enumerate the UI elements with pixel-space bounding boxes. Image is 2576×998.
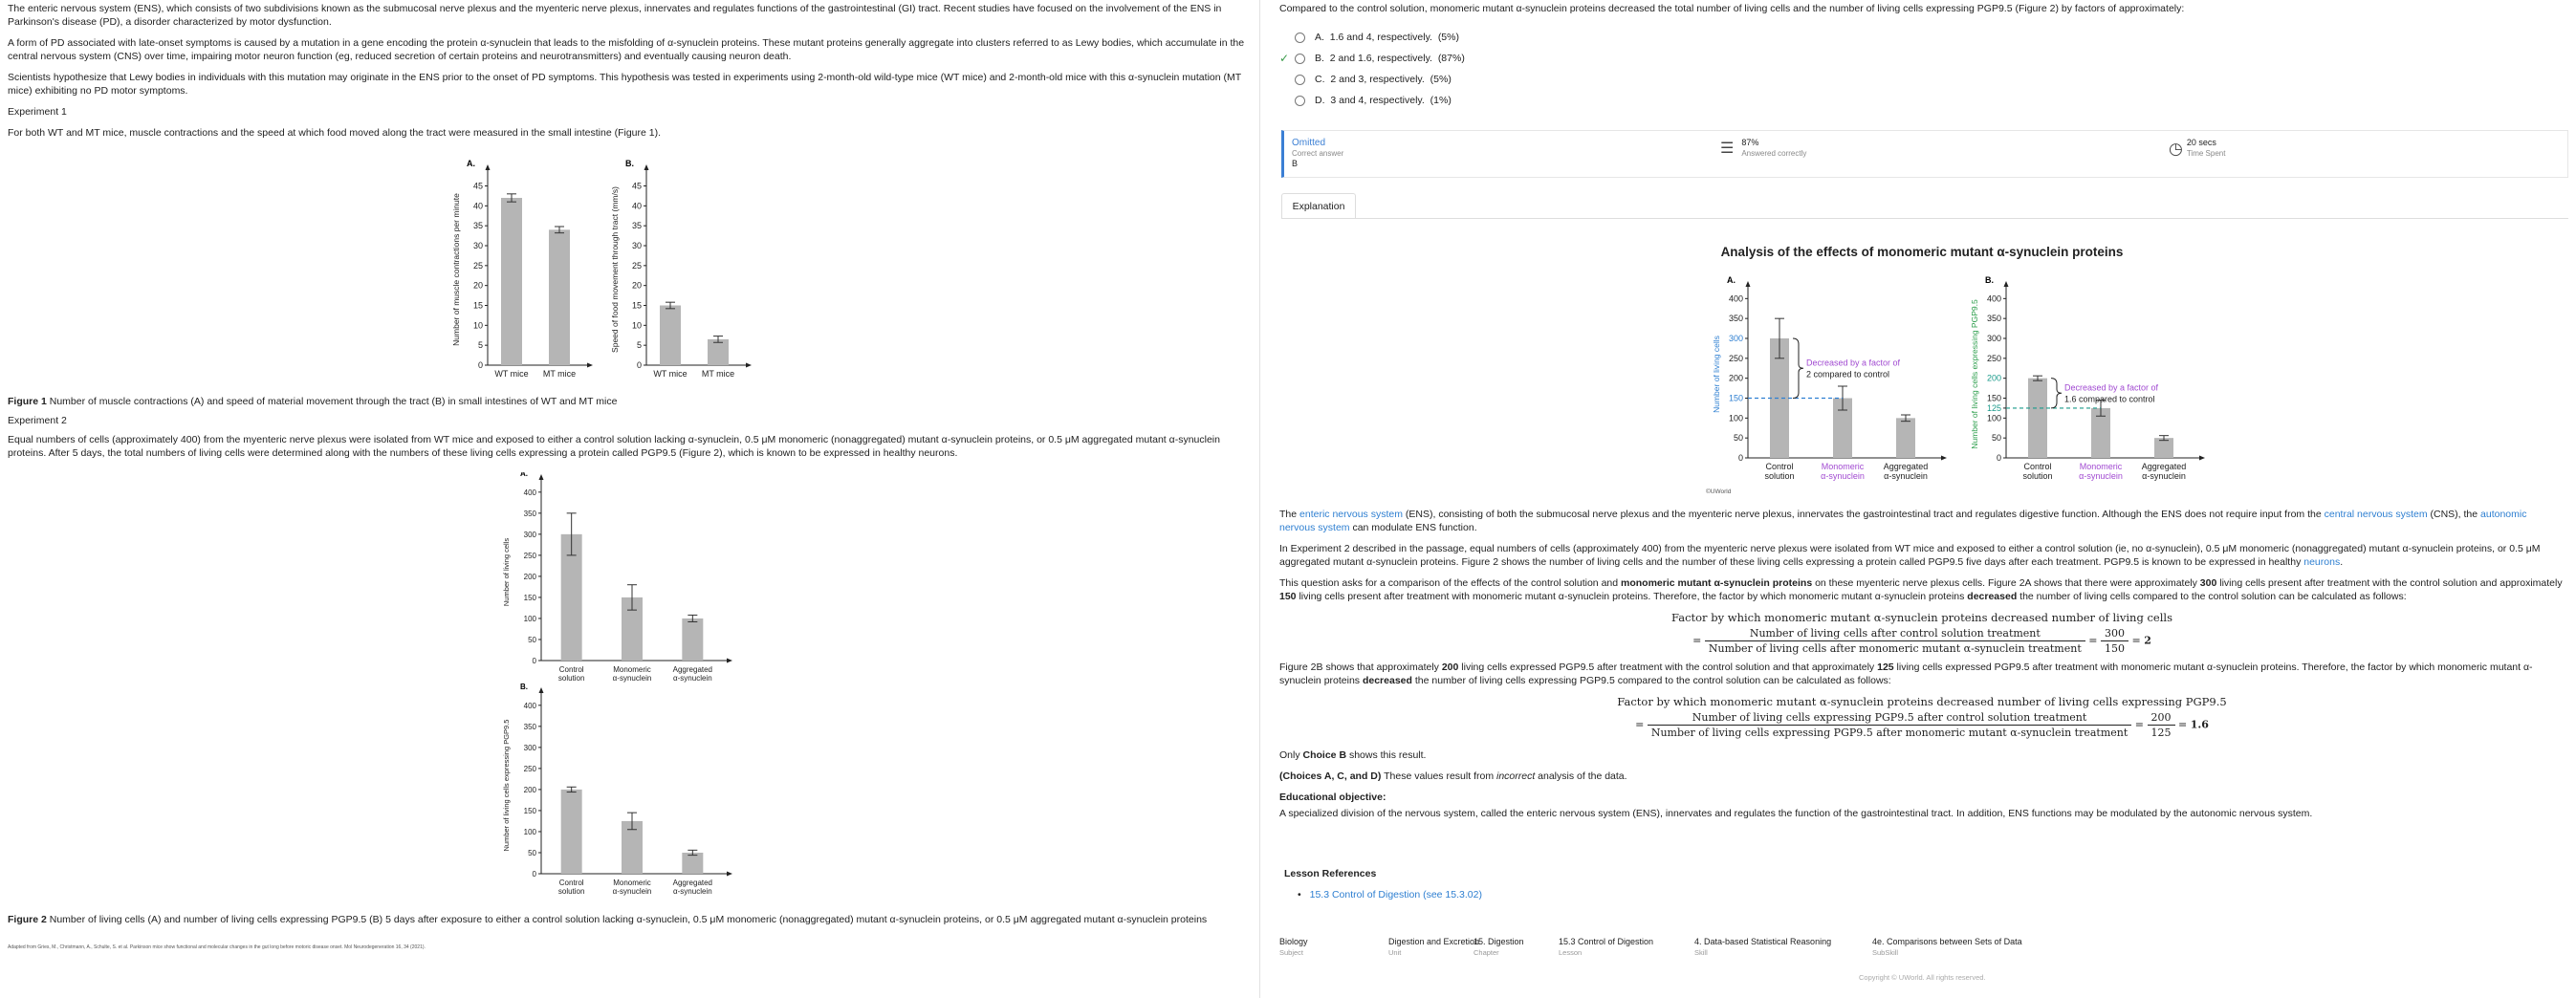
x-tick-label: Aggregated — [672, 879, 713, 887]
x-tick-label: α-synuclein — [673, 674, 712, 683]
meta-chapter: 15. Digestion Chapter — [1474, 937, 1524, 957]
y-tick-label: 300 — [1728, 334, 1743, 343]
y-tick-label: 150 — [523, 593, 536, 602]
result-status: Omitted Correct answer B — [1292, 138, 1344, 168]
link-autonomic-nervous-system[interactable]: autonomic nervous system — [1279, 509, 2527, 533]
lesson-heading: Lesson References — [1284, 868, 1377, 879]
y-tick-label: 45 — [472, 181, 483, 191]
y-tick-label: 25 — [631, 260, 642, 271]
explanation-paragraph: The enteric nervous system (ENS), consisting of both the submucosal nerve plexus and the myenteric nerve plexus, innervates the gastrointestinal tract and regulates digestive function. Although the ENS does not require input from the central nervous system (CNS), the autonomic nervous system can modulate ENS function. — [1279, 509, 2527, 533]
annotation-line1: Decreased by a factor of — [1806, 358, 1901, 368]
passage-paragraph: Equal numbers of cells (approximately 400) from the myenteric nerve plexus were isolated from WT mice and exposed to either a control solution lacking α-synuclein, 0.5 μM monomeric (nonaggregated) mutant α-synuclein proteins, or 0.5 μM aggregated mutant α-synuclein proteins. After 5 days, the total numbers of living cells were determined along with the numbers of these living cells expressing a protein called PGP9.5 (Figure 2), which is known to be expressed in healthy neurons. — [8, 434, 1220, 459]
y-tick-label: 50 — [528, 848, 536, 857]
y-tick-label: 0 — [477, 360, 483, 370]
y-tick-label: 300 — [523, 530, 536, 539]
formula-pgp95-cells: Factor by which monomeric mutant α-synuclein proteins decreased number of living cells expressing PGP9.5 = Number of living cells expressing PGP9.5 after control solution treatment Number of living cells expressing PGP9.5 after monomeric mutant α-synuclein treatment = $\frac{200}{125}$ = 1.6 — [1617, 695, 2227, 739]
objective-text: A specialized division of the nervous system, called the enteric nervous system (ENS), innervates and regulates the function of the gastrointestinal tract. In addition, ENS functions may be modulated by the autonomic nervous system. — [1279, 808, 2313, 819]
x-tick-label: MT mice — [542, 369, 577, 379]
bar — [501, 198, 522, 365]
y-axis-label: Number of living cells — [502, 537, 511, 607]
y-tick-label: 0 — [532, 657, 536, 665]
formula-living-cells: Factor by which monomeric mutant α-synuclein proteins decreased number of living cells = Number of living cells after control solution treatment Number of living cells after monomeric mutant α-synuclein treatment = $\frac{300}{150}$ = 2 — [1671, 611, 2172, 655]
y-tick-label: 250 — [1986, 353, 2001, 363]
y-tick-label: 125 — [1986, 402, 2001, 413]
explanation-chart — [1700, 264, 2236, 503]
explanation-body — [1279, 508, 2565, 828]
x-tick-label: WT mice — [494, 369, 529, 379]
answer-options — [1279, 27, 2557, 111]
x-tick-label: Control — [2023, 462, 2052, 471]
y-tick-label: 350 — [1728, 314, 1743, 324]
bar — [561, 790, 582, 874]
link-neurons[interactable]: neurons — [2303, 556, 2341, 568]
panel-label: B. — [520, 683, 528, 691]
y-tick-label: 50 — [528, 635, 536, 644]
link-central-nervous-system[interactable]: central nervous system — [2324, 509, 2428, 520]
stats-icon: ☰ — [1720, 140, 1735, 157]
x-tick-label: α-synuclein — [673, 887, 712, 896]
bar — [682, 853, 703, 874]
passage-paragraph: A form of PD associated with late-onset symptoms is caused by a mutation in a gene encoding the protein α-synuclein that leads to the misfolding of α-synuclein proteins. These mutant proteins generally aggregate into clusters referred to as Lewy bodies, which accumulate in the central nervous system (CNS) over time, impairing motor neuron function (eg, reduced secretion of certain proteins and neurotransmitters) and eventually causing neuron death. — [8, 37, 1245, 62]
y-tick-label: 400 — [1986, 293, 2001, 304]
lesson-link[interactable]: 15.3 Control of Digestion (see 15.3.02) — [1309, 889, 1482, 900]
y-tick-label: 35 — [631, 221, 642, 231]
y-axis-arrow — [644, 164, 649, 170]
result-bar — [1281, 130, 2568, 178]
x-tick-label: solution — [557, 887, 585, 896]
bar — [2154, 438, 2173, 458]
y-tick-label: 0 — [1737, 453, 1743, 463]
y-tick-label: 400 — [1728, 293, 1743, 304]
y-tick-label: 100 — [523, 827, 536, 836]
answer-option-b[interactable]: ✓ B. 2 and 1.6, respectively. (87%) — [1279, 52, 1465, 65]
tab-divider — [1281, 218, 2568, 219]
y-axis-arrow — [486, 164, 491, 170]
y-tick-label: 350 — [523, 722, 536, 731]
y-tick-label: 100 — [1986, 413, 2001, 423]
meta-subskill: 4e. Comparisons between Sets of Data SubSkill — [1872, 937, 2022, 957]
y-tick-label: 0 — [532, 870, 536, 879]
explanation-paragraph: Figure 2B shows that approximately 200 living cells expressed PGP9.5 after treatment with the control solution and that approximately 125 living cells expressed PGP9.5 after treatment with monomeric mutant α-synuclein proteins. Therefore, the factor by which monomeric mutant α-synuclein proteins decreased the number of living cells expressing PGP9.5 compared to the control solution can be calculated as follows: — [1279, 662, 2533, 686]
y-axis-label: Number of living cells expressing PGP9.5 — [1970, 299, 1979, 449]
y-tick-label: 5 — [636, 340, 642, 351]
y-tick-label: 30 — [472, 241, 483, 250]
meta-unit: Digestion and Excretion Unit — [1388, 937, 1480, 957]
bar — [708, 339, 729, 365]
y-axis-arrow — [539, 687, 544, 693]
x-tick-label: α-synuclein — [612, 887, 652, 896]
figure-2-chart — [0, 472, 1243, 912]
y-axis-arrow — [1746, 281, 1751, 287]
x-axis-arrow — [727, 659, 732, 663]
y-tick-label: 250 — [1728, 353, 1743, 363]
y-tick-label: 350 — [523, 509, 536, 518]
y-tick-label: 300 — [1986, 334, 2001, 343]
bar — [1896, 418, 1915, 458]
bar — [2028, 379, 2047, 458]
explanation-paragraph: In Experiment 2 described in the passage, equal numbers of cells (approximately 400) from the myenteric nerve plexus were isolated from WT mice and exposed to either a control solution (ie, no α-synuclein), 0.5 μM monomeric (nonaggregated) mutant α-synuclein proteins, or 0.5 μM aggregated mutant α-synuclein proteins. Figure 2 shows the number of living cells and the number of these living cells expressing a protein called PGP9.5 five days after each treatment. PGP9.5 is known to be expressed in healthy neurons. — [1279, 543, 2541, 568]
uworld-watermark: ©UWorld — [1706, 488, 1732, 495]
y-tick-label: 40 — [631, 201, 642, 211]
figure-2-caption: Figure 2 Number of living cells (A) and number of living cells expressing PGP9.5 (B) 5 days after exposure to either a control solution lacking α-synuclein, 0.5 μM monomeric (nonaggregated) mutant α-synuclein proteins, or 0.5 μM aggregated mutant α-synuclein proteins — [8, 914, 1208, 925]
experiment-heading: Experiment 2 — [8, 415, 67, 426]
y-tick-label: 150 — [1986, 393, 2001, 403]
y-tick-label: 25 — [472, 260, 483, 271]
x-tick-label: Control — [558, 879, 584, 887]
x-tick-label: Aggregated — [672, 665, 713, 674]
annotation-line2: 2 compared to control — [1806, 369, 1890, 380]
experiment-heading: Experiment 1 — [8, 106, 67, 118]
x-tick-label: Monomeric — [613, 665, 651, 674]
y-tick-label: 20 — [631, 280, 642, 291]
y-tick-label: 200 — [523, 785, 536, 794]
panel-label: A. — [467, 159, 475, 168]
explanation-paragraph: Only Choice B shows this result. — [1279, 749, 1427, 761]
x-axis-arrow — [727, 872, 732, 877]
y-tick-label: 400 — [523, 701, 536, 710]
y-tick-label: 0 — [1996, 453, 2001, 463]
x-tick-label: solution — [557, 674, 585, 683]
bar — [549, 229, 570, 365]
y-tick-label: 15 — [472, 300, 483, 311]
y-tick-label: 40 — [472, 201, 483, 211]
x-axis-arrow — [587, 363, 593, 368]
y-tick-label: 300 — [523, 743, 536, 752]
meta-subject: Biology Subject — [1279, 937, 1308, 957]
x-tick-label: Control — [558, 665, 584, 674]
panel-label: A. — [520, 472, 528, 478]
x-tick-label: solution — [1764, 471, 1795, 481]
copyright: Copyright © UWorld. All rights reserved. — [1859, 973, 1986, 982]
figure-1-caption: Figure 1 Number of muscle contractions (A) and speed of material movement through the tract (B) in small intestines of WT and MT mice — [8, 396, 618, 407]
x-axis-arrow — [746, 363, 752, 368]
y-tick-label: 50 — [1991, 433, 2001, 444]
tab-explanation[interactable]: Explanation — [1281, 193, 1356, 218]
y-tick-label: 30 — [631, 241, 642, 250]
figure-1-chart — [0, 150, 1243, 394]
y-axis-label: Number of living cells — [1712, 336, 1721, 413]
y-tick-label: 200 — [1728, 373, 1743, 383]
y-tick-label: 0 — [636, 360, 642, 370]
meta-lesson: 15.3 Control of Digestion Lesson — [1559, 937, 1654, 957]
passage-paragraph: For both WT and MT mice, muscle contractions and the speed at which food moved along the tract were measured in the small intestine (Figure 1). — [8, 127, 662, 139]
question-stem: Compared to the control solution, monomeric mutant α-synuclein proteins decreased the total number of living cells and the number of living cells expressing PGP9.5 (Figure 2) by factors of approximately: — [1279, 3, 2185, 14]
y-tick-label: 10 — [472, 320, 483, 331]
y-axis-label: Speed of food movement through tract (mm/s) — [610, 186, 620, 353]
x-axis-arrow — [1941, 456, 1947, 461]
passage-paragraph: Scientists hypothesize that Lewy bodies in individuals with this mutation may originate in the ENS prior to the onset of PD symptoms. This hypothesis was tested in experiments using 2-month-old wild-type mice (WT mice) and 2-month-old mice with this α-synuclein mutation (MT mice) exhibiting no PD motor symptoms. — [8, 72, 1241, 97]
explanation-paragraph: (Choices A, C, and D) These values result from incorrect analysis of the data. — [1279, 770, 1627, 782]
y-tick-label: 5 — [477, 340, 483, 351]
objective-heading: Educational objective: — [1279, 792, 1386, 803]
figure-credit: Adapted from Gries, M., Christmann, A., Schulte, S. et al. Parkinson mice show functional and molecular changes in the gut long before motoric disease onset. Mol Neurodegeneration 16, 34 (2021). — [8, 944, 426, 950]
annotation-line2: 1.6 compared to control — [2064, 394, 2155, 404]
y-tick-label: 15 — [631, 300, 642, 311]
y-tick-label: 250 — [523, 764, 536, 773]
y-tick-label: 20 — [472, 280, 483, 291]
y-axis-arrow — [539, 474, 544, 480]
radio-button[interactable] — [1295, 75, 1305, 85]
y-tick-label: 150 — [523, 806, 536, 815]
panel-label: B. — [625, 159, 634, 168]
x-axis-arrow — [2199, 456, 2205, 461]
radio-button[interactable] — [1295, 33, 1305, 43]
y-tick-label: 45 — [631, 181, 642, 191]
x-tick-label: α-synuclein — [612, 674, 652, 683]
x-tick-label: Aggregated — [1883, 462, 1929, 471]
x-tick-label: Monomeric — [1821, 462, 1865, 471]
result-time: ◷ 20 secs Time Spent — [2169, 138, 2226, 158]
x-tick-label: α-synuclein — [2079, 471, 2123, 481]
answer-option-d[interactable]: D. 3 and 4, respectively. (1%) — [1279, 90, 2557, 111]
x-tick-label: Monomeric — [2079, 462, 2123, 471]
y-tick-label: 200 — [523, 572, 536, 581]
x-tick-label: α-synuclein — [2142, 471, 2186, 481]
x-tick-label: α-synuclein — [1821, 471, 1865, 481]
y-tick-label: 50 — [1733, 433, 1743, 444]
answer-option-c[interactable]: C. 2 and 3, respectively. (5%) — [1279, 69, 2557, 90]
result-percent: ☰ 87% Answered correctly — [1720, 138, 1807, 158]
lesson-references — [1284, 868, 2565, 900]
x-tick-label: MT mice — [701, 369, 735, 379]
annotation-line1: Decreased by a factor of — [2064, 382, 2159, 393]
y-tick-label: 350 — [1986, 314, 2001, 324]
panel-label: A. — [1727, 275, 1736, 285]
brace — [1793, 338, 1803, 399]
radio-button[interactable] — [1295, 96, 1305, 106]
explanation-paragraph: This question asks for a comparison of the effects of the control solution and monomeric mutant α-synuclein proteins on these myenteric nerve plexus cells. Figure 2A shows that there were approximately 300 living cells present after treatment with the control solution and approximately 150 living cells present after treatment with monomeric mutant α-synuclein proteins. Therefore, the factor by which monomeric mutant α-synuclein proteins decreased the number of living cells compared to the control solution can be calculated as follows: — [1279, 577, 2563, 602]
bullet: • — [1298, 889, 1301, 900]
y-tick-label: 400 — [523, 488, 536, 497]
passage-panel — [0, 0, 1260, 998]
clock-icon: ◷ — [2169, 139, 2183, 158]
y-axis-label: Number of living cells expressing PGP9.5 — [502, 719, 511, 852]
panel-label: B. — [1985, 275, 1994, 285]
brace — [2051, 379, 2062, 408]
link-enteric-nervous-system[interactable]: enteric nervous system — [1299, 509, 1403, 520]
radio-button[interactable] — [1295, 54, 1305, 64]
y-tick-label: 150 — [1728, 393, 1743, 403]
y-tick-label: 100 — [1728, 413, 1743, 423]
check-icon: ✓ — [1279, 52, 1290, 65]
x-tick-label: WT mice — [653, 369, 688, 379]
meta-skill: 4. Data-based Statistical Reasoning Skill — [1694, 937, 1832, 957]
bar — [660, 306, 681, 366]
x-tick-label: α-synuclein — [1884, 471, 1928, 481]
x-tick-label: Monomeric — [613, 879, 651, 887]
y-axis-arrow — [2004, 281, 2009, 287]
x-tick-label: solution — [2022, 471, 2053, 481]
y-tick-label: 10 — [631, 320, 642, 331]
y-tick-label: 200 — [1986, 373, 2001, 383]
y-tick-label: 35 — [472, 221, 483, 231]
bar — [682, 618, 703, 661]
y-tick-label: 100 — [523, 614, 536, 623]
x-tick-label: Aggregated — [2141, 462, 2187, 471]
y-axis-label: Number of muscle contractions per minute — [451, 193, 461, 346]
explanation-chart-title: Analysis of the effects of monomeric mutant α-synuclein proteins — [1720, 245, 2124, 259]
y-tick-label: 250 — [523, 551, 536, 560]
answer-option-a[interactable]: A. 1.6 and 4, respectively. (5%) — [1279, 27, 2557, 48]
passage-paragraph: The enteric nervous system (ENS), which consists of two subdivisions known as the submucosal nerve plexus and the myenteric nerve plexus, innervates and regulates functions of the gastrointestinal (GI) tract. Recent studies have focused on the involvement of the ENS in Parkinson's disease (PD), a disorder characterized by motor dysfunction. — [8, 3, 1222, 28]
x-tick-label: Control — [1765, 462, 1794, 471]
